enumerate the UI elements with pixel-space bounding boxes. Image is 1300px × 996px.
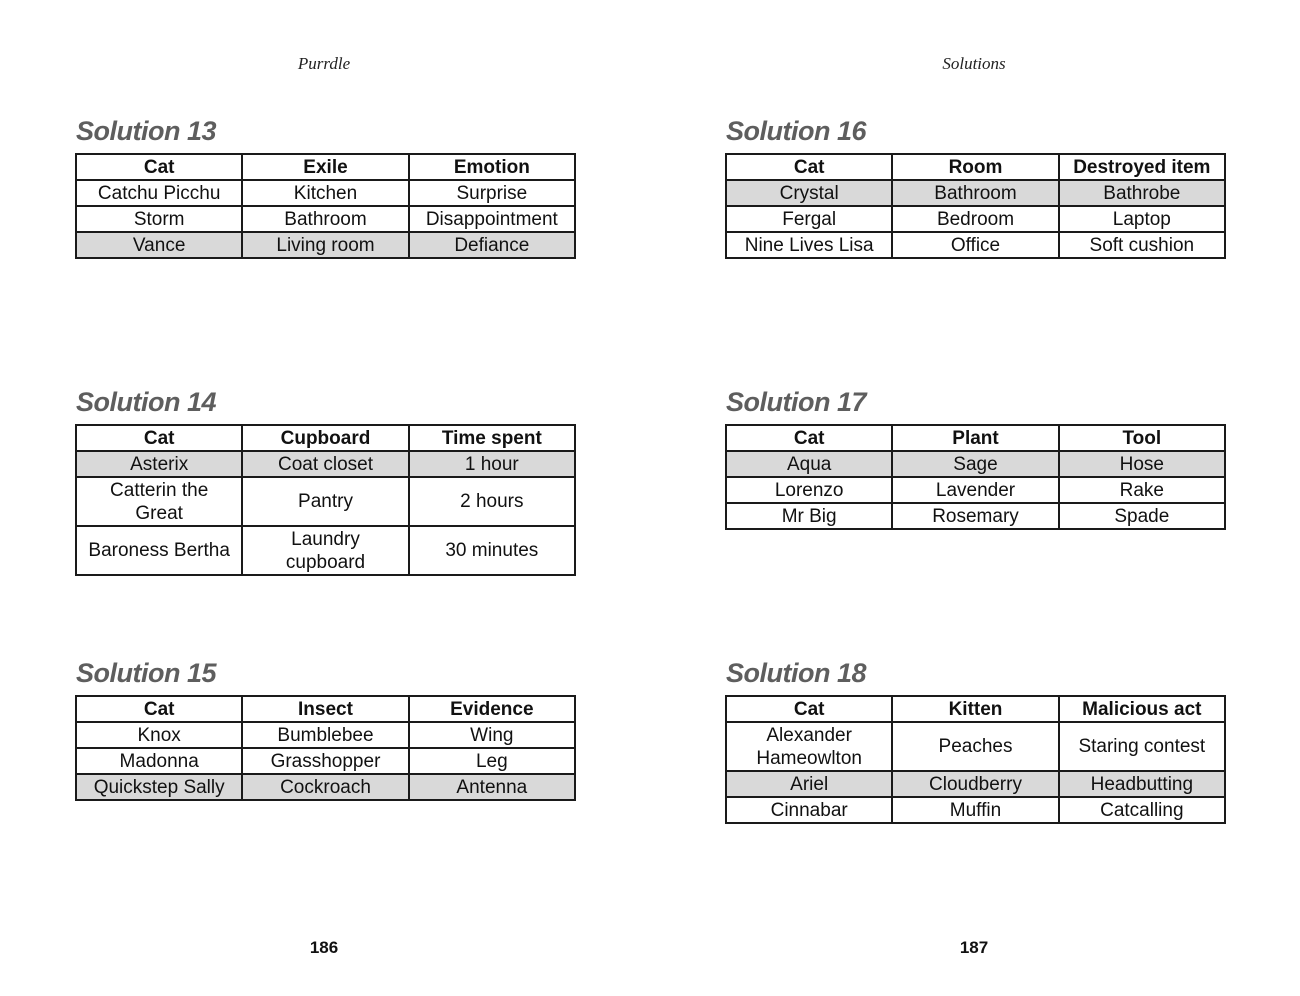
column-header: Room [892, 154, 1058, 180]
table-row-highlighted [726, 180, 1225, 206]
column-header: Plant [892, 425, 1058, 451]
table-cell: Sage [892, 451, 1058, 477]
table-cell: Muffin [892, 797, 1058, 823]
table-cell: 1 hour [409, 451, 575, 477]
table-cell: Kitchen [242, 180, 408, 206]
table-cell: Storm [76, 206, 242, 232]
solution-title: Solution 17 [726, 387, 867, 417]
table-cell: Catterin the Great [76, 477, 242, 526]
column-header: Time spent [409, 425, 575, 451]
table-cell: Catchu Picchu [76, 180, 242, 206]
table-cell: Aqua [726, 451, 892, 477]
table-header-row [726, 154, 1225, 180]
table-cell: Cinnabar [726, 797, 892, 823]
table-cell: Mr Big [726, 503, 892, 529]
table-row [726, 232, 1225, 258]
page-number: 187 [959, 938, 989, 957]
table-cell: Laundry cupboard [242, 526, 408, 575]
table-row [726, 722, 1225, 771]
table-cell: 2 hours [409, 477, 575, 526]
table-row [76, 180, 575, 206]
table-cell: Bathroom [892, 180, 1058, 206]
solution-title: Solution 16 [726, 116, 867, 146]
table-header-row [76, 154, 575, 180]
table-cell: Asterix [76, 451, 242, 477]
table-cell: Cloudberry [892, 771, 1058, 797]
column-header: Cat [76, 154, 242, 180]
table-cell: Lorenzo [726, 477, 892, 503]
table-cell: Living room [242, 232, 408, 258]
table-cell: Bedroom [892, 206, 1058, 232]
solution-table [725, 424, 1226, 530]
column-header: Emotion [409, 154, 575, 180]
table-row [76, 722, 575, 748]
table-header-row [726, 696, 1225, 722]
table-row [726, 797, 1225, 823]
solution-title: Solution 14 [76, 387, 217, 417]
column-header: Malicious act [1059, 696, 1225, 722]
column-header: Cat [76, 696, 242, 722]
right-page [650, 0, 1300, 996]
table-row [76, 477, 575, 526]
table-cell: Catcalling [1059, 797, 1225, 823]
table-cell: Baroness Bertha [76, 526, 242, 575]
table-cell: Disappointment [409, 206, 575, 232]
table-cell: Hose [1059, 451, 1225, 477]
column-header: Destroyed item [1059, 154, 1225, 180]
table-row [726, 503, 1225, 529]
table-row [726, 477, 1225, 503]
table-cell: Bathroom [242, 206, 408, 232]
table-cell: Staring contest [1059, 722, 1225, 771]
running-head: Solutions [942, 54, 1006, 73]
table-cell: Soft cushion [1059, 232, 1225, 258]
table-cell: Headbutting [1059, 771, 1225, 797]
table-cell: Alexander Hameowlton [726, 722, 892, 771]
table-cell: Pantry [242, 477, 408, 526]
column-header: Insect [242, 696, 408, 722]
table-cell: Crystal [726, 180, 892, 206]
table-row [76, 206, 575, 232]
table-row-highlighted [726, 451, 1225, 477]
column-header: Tool [1059, 425, 1225, 451]
table-row-highlighted [76, 232, 575, 258]
table-cell: Madonna [76, 748, 242, 774]
solution-title: Solution 18 [726, 658, 867, 688]
table-cell: Spade [1059, 503, 1225, 529]
running-head: Purrdle [297, 54, 351, 73]
table-cell: Vance [76, 232, 242, 258]
solution-table [75, 424, 576, 576]
table-header-row [76, 696, 575, 722]
solution-table [75, 153, 576, 259]
page-number: 186 [309, 938, 339, 957]
column-header: Cat [726, 425, 892, 451]
table-row [726, 206, 1225, 232]
table-cell: Surprise [409, 180, 575, 206]
table-row [76, 748, 575, 774]
table-cell: Bathrobe [1059, 180, 1225, 206]
column-header: Kitten [892, 696, 1058, 722]
table-row-highlighted [76, 451, 575, 477]
table-cell: Rake [1059, 477, 1225, 503]
table-header-row [726, 425, 1225, 451]
column-header: Evidence [409, 696, 575, 722]
table-cell: Coat closet [242, 451, 408, 477]
solution-title: Solution 15 [76, 658, 217, 688]
table-cell: Fergal [726, 206, 892, 232]
column-header: Cupboard [242, 425, 408, 451]
solution-table [725, 153, 1226, 259]
table-cell: Lavender [892, 477, 1058, 503]
table-cell: Ariel [726, 771, 892, 797]
table-header-row [76, 425, 575, 451]
column-header: Cat [726, 696, 892, 722]
table-cell: Wing [409, 722, 575, 748]
table-cell: Knox [76, 722, 242, 748]
solution-table [75, 695, 576, 801]
table-row-highlighted [726, 771, 1225, 797]
table-cell: Rosemary [892, 503, 1058, 529]
solution-title: Solution 13 [76, 116, 217, 146]
table-cell: Nine Lives Lisa [726, 232, 892, 258]
table-cell: Peaches [892, 722, 1058, 771]
table-cell: Laptop [1059, 206, 1225, 232]
table-cell: Office [892, 232, 1058, 258]
table-cell: Leg [409, 748, 575, 774]
column-header: Exile [242, 154, 408, 180]
table-row-highlighted [76, 774, 575, 800]
table-cell: Grasshopper [242, 748, 408, 774]
table-cell: Bumblebee [242, 722, 408, 748]
table-cell: Quickstep Sally [76, 774, 242, 800]
table-cell: Antenna [409, 774, 575, 800]
table-cell: 30 minutes [409, 526, 575, 575]
solution-table [725, 695, 1226, 824]
column-header: Cat [726, 154, 892, 180]
table-row [76, 526, 575, 575]
table-cell: Cockroach [242, 774, 408, 800]
column-header: Cat [76, 425, 242, 451]
table-cell: Defiance [409, 232, 575, 258]
